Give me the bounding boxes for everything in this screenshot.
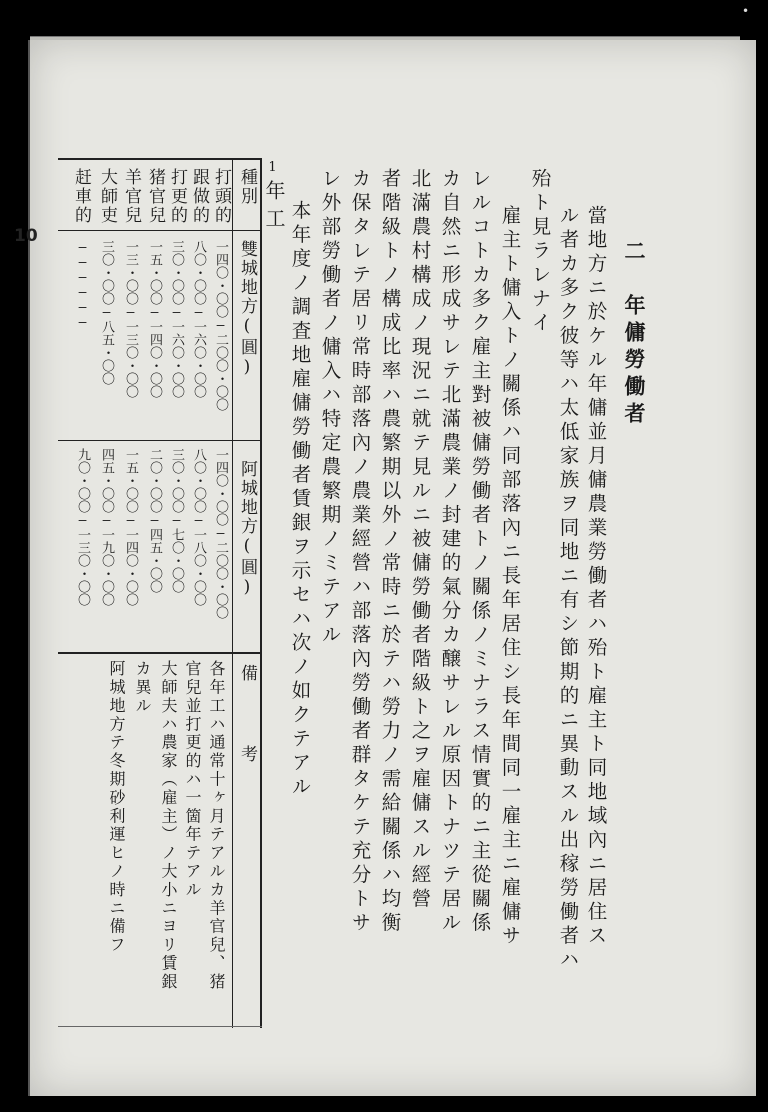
note-line-5: 阿城地方テ冬期砂利運ヒノ時ニ備フ xyxy=(107,660,126,955)
row-value-acheng: 八〇・〇〇―一八〇・〇〇 xyxy=(191,448,206,606)
row-value-acheng: 一五・〇〇―一四〇・〇〇 xyxy=(123,448,138,606)
row-type: 跟做的 xyxy=(189,168,209,225)
body-line-4: 雇主ト傭入トノ關係ハ同部落內ニ長年居住シ長年間同一雇主ニ雇傭サ xyxy=(498,205,522,949)
note-line-4: カ異ル xyxy=(133,660,152,716)
body-line-5: レルコトカ多ク雇主對被傭勞働者トノ關係ノミナラス情實的ニ主從關係 xyxy=(468,168,492,936)
row-value-shuangcheng: 一三・〇〇―一三〇・〇〇 xyxy=(123,240,138,398)
body-line-6: カ自然ニ形成サレテ北滿農業ノ封建的氣分カ醸サレル原因トナツテ居ル xyxy=(438,168,462,936)
table-title: 年工 xyxy=(262,180,286,236)
row-value-acheng: 四五・〇〇―一九〇・〇〇 xyxy=(99,448,114,606)
header-shuangcheng: 雙城地方(圓) xyxy=(237,240,257,379)
row-value-shuangcheng: 一五・〇〇―一四〇・〇〇 xyxy=(147,240,162,398)
note-line-2: 官兒並打更的ハ一箇年テアル xyxy=(183,660,202,900)
row-type: 大師吏 xyxy=(97,168,117,225)
row-value-shuangcheng: 八〇・〇〇―一六〇・〇〇 xyxy=(191,240,206,398)
row-value-shuangcheng: 一四〇・〇〇―二〇〇・〇〇 xyxy=(213,240,228,411)
row-type: 猪官兒 xyxy=(145,168,165,225)
note-line-1: 各年工ハ通常十ヶ月テアルカ羊官兒、猪 xyxy=(207,660,226,992)
row-type: 打更的 xyxy=(167,168,187,225)
row-value-acheng: 二〇・〇〇―四五・〇〇 xyxy=(147,448,162,593)
header-notes: 備 考 xyxy=(237,664,257,772)
table-right-border xyxy=(260,158,262,1028)
header-acheng: 阿城地方(圓) xyxy=(237,460,257,599)
body-line-11: 本年度ノ調査地雇傭勞働者賃銀ヲ示セハ次ノ如クテアル xyxy=(288,200,312,800)
table-header-divider xyxy=(232,158,233,1028)
table-col-divider-a xyxy=(58,440,260,441)
row-value-acheng: 一四〇・〇〇―二〇〇・〇〇 xyxy=(213,448,228,619)
row-type: 打頭的 xyxy=(211,168,231,225)
body-line-10: レ外部勞働者ノ傭入ハ特定農繁期ノミテアル xyxy=(318,168,342,648)
table-type-divider xyxy=(58,230,260,231)
body-line-3: 殆ト見ラレナイ xyxy=(528,168,552,336)
body-line-8: 者階級トノ構成比率ハ農繁期以外ノ常時ニ於テハ勞力ノ需給關係ハ均衡 xyxy=(378,168,402,936)
body-line-9: カ保タレテ居リ常時部落內ノ農業經營ハ部落內勞働者群タケテ充分トサ xyxy=(348,168,372,936)
note-line-3: 大師夫ハ農家（雇主）ノ大小ニヨリ賃銀 xyxy=(159,660,178,992)
row-type: 羊官兒 xyxy=(121,168,141,225)
row-value-acheng: 三〇・〇〇―七〇・〇〇 xyxy=(169,448,184,593)
corner-mark: • xyxy=(742,4,750,18)
body-line-2: ル者カ多ク彼等ハ太低家族ヲ同地ニ有シ節期的ニ異動スル出稼勞働者ハ xyxy=(556,205,580,973)
table-title-prefix: 1 xyxy=(265,160,280,175)
table-bottom-border xyxy=(58,1026,262,1027)
row-value-acheng: 九〇・〇〇―一三〇・〇〇 xyxy=(75,448,90,606)
body-line-1: 當地方ニ於ケル年傭並月傭農業勞働者ハ殆ト雇主ト同地域內ニ居住ス xyxy=(584,205,608,949)
row-type: 赶車的 xyxy=(71,168,91,225)
row-value-shuangcheng: ―――――― xyxy=(75,240,90,330)
row-value-shuangcheng: 三〇・〇〇―一六〇・〇〇 xyxy=(169,240,184,398)
row-value-shuangcheng: 三〇・〇〇―八五・〇〇 xyxy=(99,240,114,385)
margin-page-number: 10 xyxy=(14,226,38,246)
header-type: 種別 xyxy=(237,168,257,206)
table-col-divider-b xyxy=(58,652,260,654)
section-heading: 二 年傭勞働者 xyxy=(622,240,647,429)
body-line-7: 北滿農村構成ノ現況ニ就テ見ルニ被傭勞働者階級ト之ヲ雇傭スル經營 xyxy=(408,168,432,912)
